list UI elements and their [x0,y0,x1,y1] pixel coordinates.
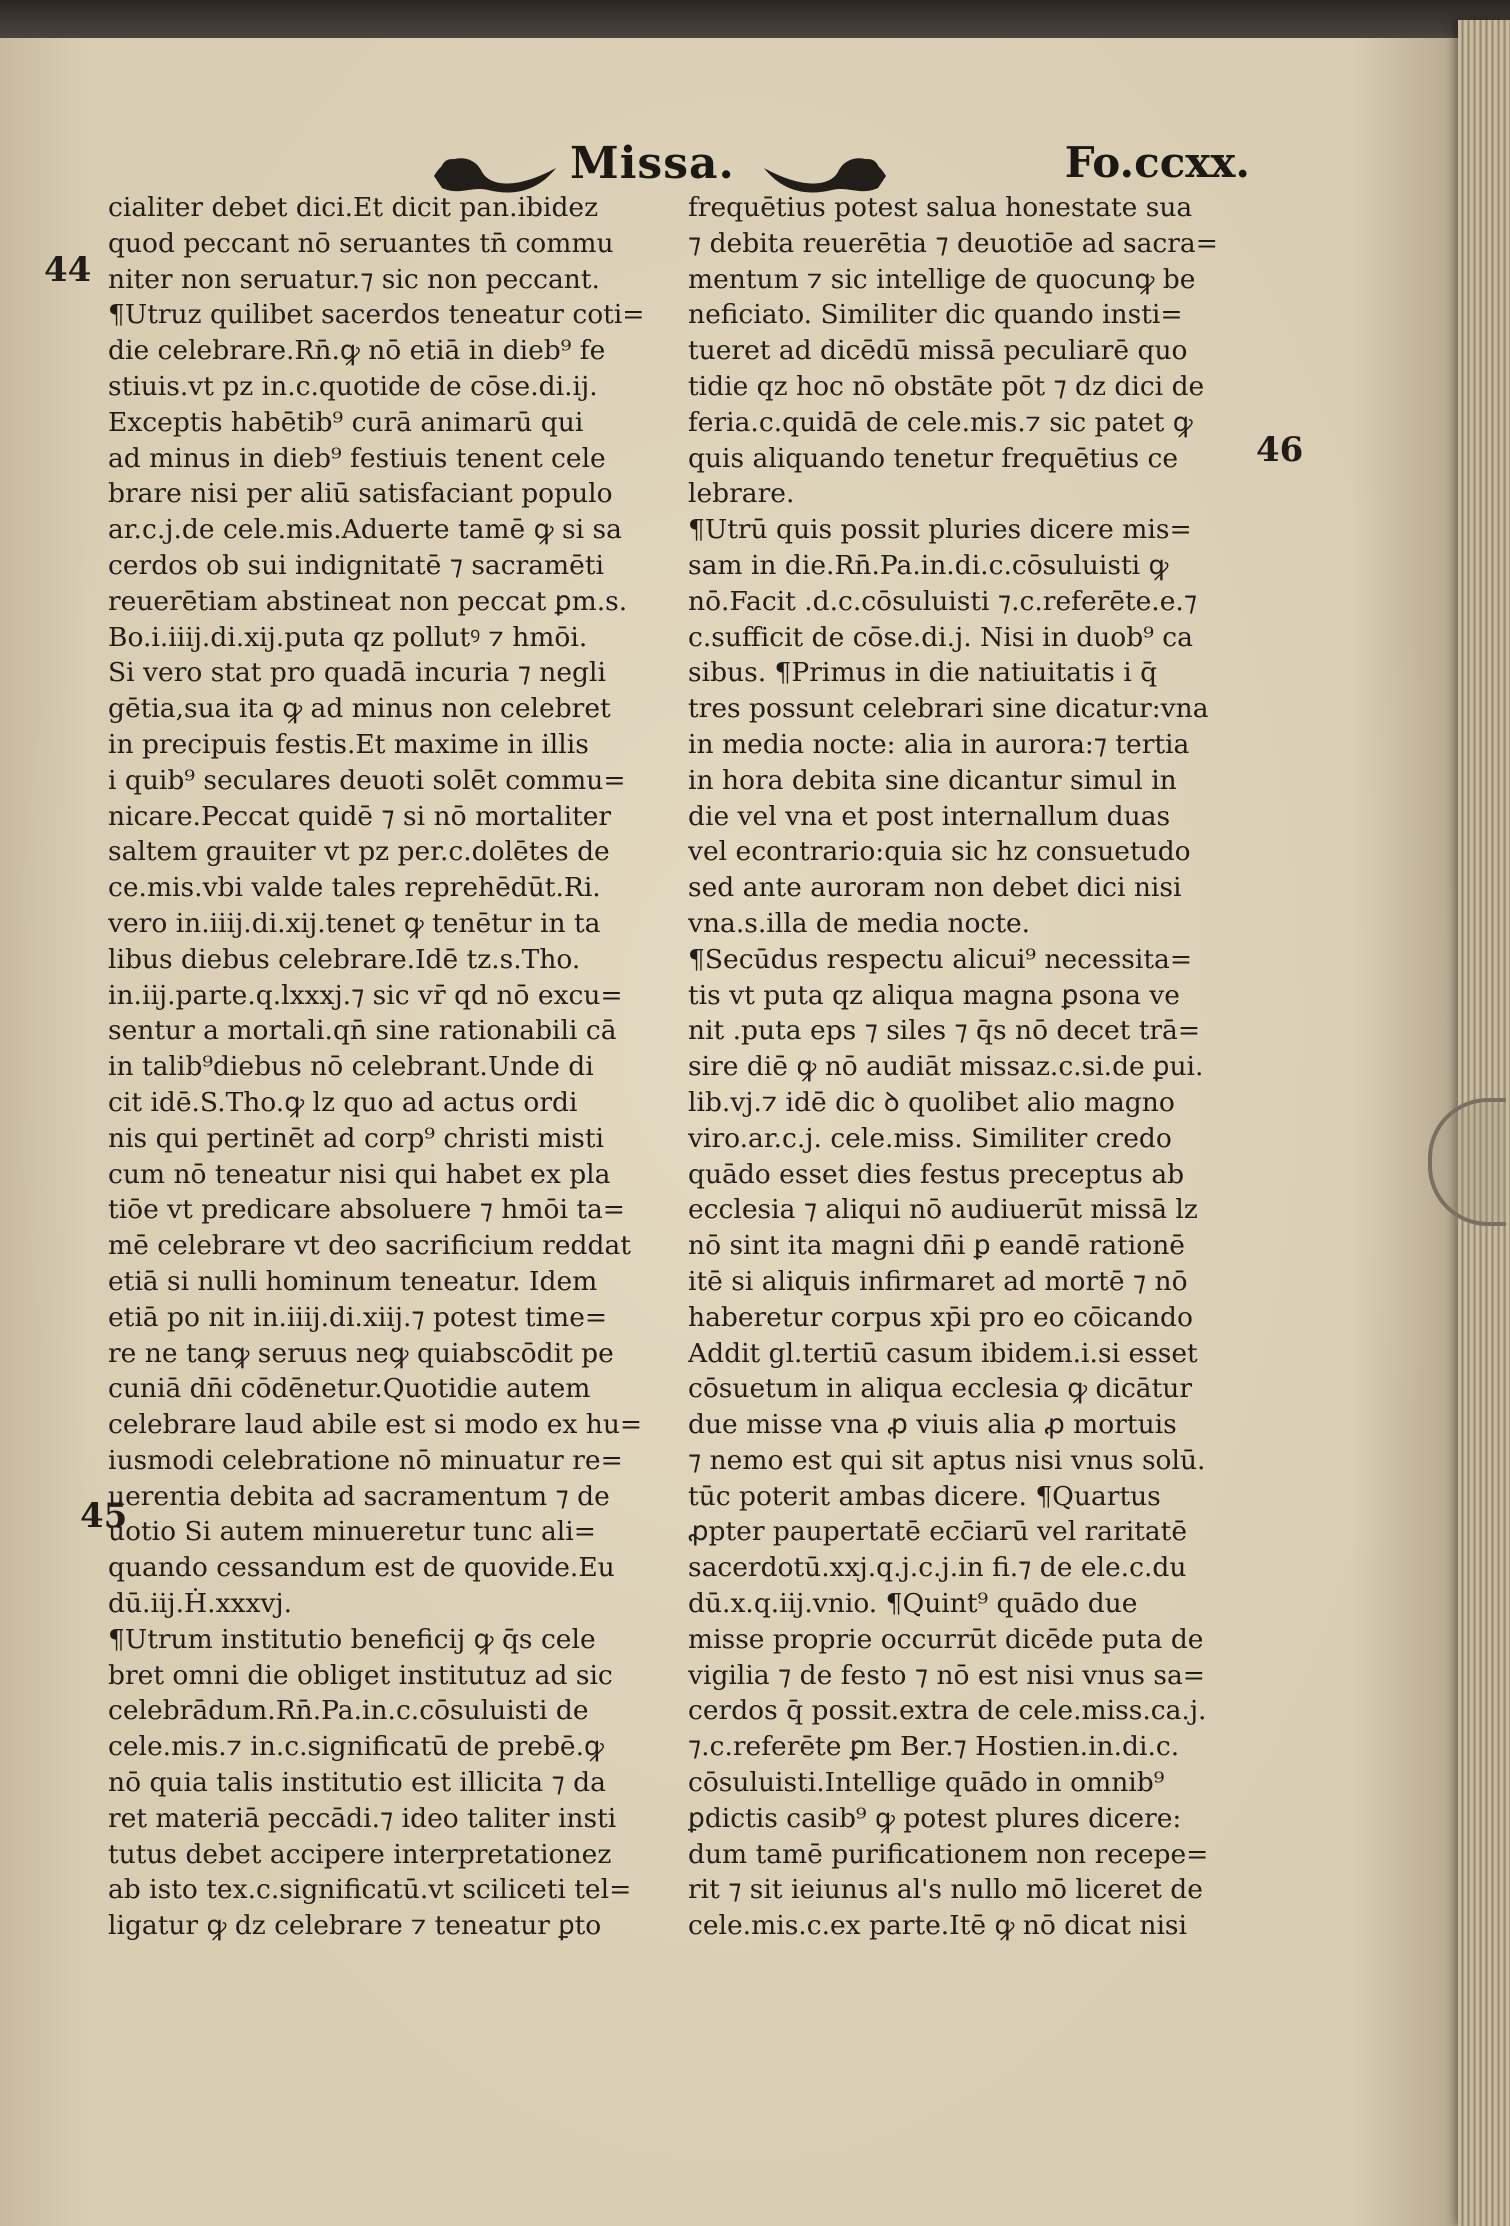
text-line: sacerdotū.xxj.q.j.c.j.in fi.⁊ de ele.c.du [688,1552,1187,1584]
text-line: stiuis.vt pz in.c.quotide de cōse.di.ij. [108,370,598,402]
text-line: in.iij.parte.q.lxxxj.⁊ sic vr̄ qd nō excu= [108,979,623,1011]
text-line: nicare.Peccat quidē ⁊ si nō mortaliter [108,800,612,832]
text-line: Exceptis habētib⁹ curā animarū qui [108,406,584,438]
text-line: cōsuluisti.Intellige quādo in omnib⁹ [688,1767,1165,1799]
text-line: vero in.iiij.di.xij.tenet ꝙ tenētur in ta [108,907,601,939]
left-text-column [108,190,708,1944]
text-line: ꝑdictis casib⁹ ꝙ potest plures dicere: [688,1802,1182,1834]
text-line: celebrādum.Rn̄.Pa.in.c.cōsuluisti de [108,1695,589,1727]
text-line: cele.mis.c.ex parte.Itē ꝙ nō dicat nisi [688,1910,1187,1942]
text-line: brare nisi per aliū satisfaciant populo [108,478,613,510]
text-line: ⁊.c.referēte ꝑm Ber.⁊ Hostien.in.di.c. [688,1731,1180,1763]
text-line: tueret ad dicēdū missā peculiarē quo [688,335,1188,367]
book-page [0,38,1470,2226]
text-line: ¶Utrū quis possit pluries dicere mis= [688,514,1192,546]
text-line: lib.vj.⁊ idē dic ꝺ quolibet alio magno [688,1086,1175,1118]
text-line: ligatur ꝙ dz celebrare ⁊ teneatur ꝑto [108,1910,602,1942]
text-line: viro.ar.c.j. cele.miss. Similiter credo [688,1122,1172,1154]
text-line: gētia,sua ita ꝙ ad minus non celebret [108,693,611,725]
text-line: nō.Facit .d.c.cōsuluisti ⁊.c.referēte.e.⁊ [688,585,1198,617]
text-line: vna.s.illa de media nocte. [688,907,1031,939]
text-line: die vel vna et post internallum duas [688,800,1171,832]
text-line: frequētius potest salua honestate sua [688,192,1193,223]
text-line: misse proprie occurrūt dicēde puta de [688,1623,1204,1655]
text-line: nit .puta eps ⁊ siles ⁊ q̄s nō decet trā= [688,1015,1201,1047]
text-line: cele.mis.⁊ in.c.significatū de prebē.ꝙ [108,1731,604,1763]
text-line: tutus debet accipere interpretationez [108,1838,612,1870]
text-line: nō sint ita magni dn̄i ꝑ eandē rationē [688,1230,1185,1262]
text-line: cerdos ob sui indignitatē ⁊ sacramēti [108,549,604,581]
text-line: ad minus in dieb⁹ festiuis tenent cele [108,442,606,474]
text-line: rit ⁊ sit ieiunus al's nullo mō liceret de [688,1874,1203,1906]
text-line: cuniā dn̄i cōdēnetur.Quotidie autem [108,1373,591,1405]
text-line: uerentia debita ad sacramentum ⁊ de [108,1480,610,1512]
text-line: dū.iij.Ḣ.xxxvj. [108,1588,293,1620]
text-line: ⁊ nemo est qui sit aptus nisi vnus solū. [688,1444,1206,1476]
text-line: haberetur corpus xp̄i pro eo cōicando [688,1301,1193,1333]
text-line: sed ante auroram non debet dici nisi [688,872,1182,904]
text-line: nō quia talis institutio est illicita ⁊ da [108,1767,606,1799]
text-line: vel econtrario:quia sic hz consuetudo [688,836,1191,868]
text-line: ꝓpter paupertatē ecc̄iarū vel raritatē [688,1516,1187,1548]
text-line: lebrare. [688,478,795,510]
text-line: ce.mis.vbi valde tales reprehēdūt.Ri. [108,872,601,904]
text-line: Si vero stat pro quadā incuria ⁊ negli [108,657,606,689]
text-line: mē celebrare vt deo sacrificium reddat [108,1230,631,1262]
text-line: ¶Secūdus respectu alicui⁹ necessita= [688,943,1193,975]
text-line: ab isto tex.c.significatū.vt sciliceti tel= [108,1874,632,1906]
book-top-edge [0,0,1510,38]
text-line: die celebrare.Rn̄.ꝙ nō etiā in dieb⁹ fe [108,335,606,367]
text-line: nis qui pertinēt ad corp⁹ christi misti [108,1122,604,1154]
text-line: mentum ⁊ sic intellige de quocunꝙ be [688,263,1196,295]
text-line: c.sufficit de cōse.di.j. Nisi in duob⁹ ca [688,621,1193,653]
text-line: quando cessandum est de quovide.Eu [108,1552,615,1584]
text-line: dū.x.q.iij.vnio. ¶Quint⁹ quādo due [688,1588,1138,1620]
text-line: cit idē.S.Tho.ꝙ lz quo ad actus ordi [108,1086,578,1118]
page-header [430,138,1250,198]
text-line: due misse vna ꝓ viuis alia ꝓ mortuis [688,1409,1177,1441]
text-line: sibus. ¶Primus in die natiuitatis i q̄ [688,657,1158,689]
text-line: i quib⁹ seculares deuoti solēt commu= [108,764,626,796]
text-line: uotio Si autem minueretur tunc ali= [108,1516,596,1548]
text-line: sam in die.Rn̄.Pa.in.di.c.cōsuluisti ꝙ [688,549,1169,581]
text-line: bret omni die obliget institutuz ad sic [108,1659,613,1691]
folio-number: Fo.ccxx. [1064,138,1250,187]
text-line: tis vt puta qz aliqua magna ꝑsona ve [688,979,1180,1011]
text-line: ¶Utrum institutio beneficij ꝙ q̄s cele [108,1623,596,1655]
text-line: Addit gl.tertiū casum ibidem.i.si esset [688,1337,1198,1369]
margin-number-44: 44 [44,250,92,290]
text-line: in precipuis festis.Et maxime in illis [108,728,589,760]
text-line: quis aliquando tenetur frequētius ce [688,442,1179,474]
text-line: iusmodi celebratione nō minuatur re= [108,1444,623,1476]
text-line: itē si aliquis infirmaret ad mortē ⁊ nō [688,1265,1188,1297]
text-line: Bo.i.iiij.di.xij.puta qz pollutꝰ ⁊ hmōi. [108,621,588,653]
text-line: ⁊ debita reuerētia ⁊ deuotiōe ad sacra= [688,227,1218,259]
margin-number-46: 46 [1256,430,1304,470]
text-line: ecclesia ⁊ aliqui nō audiuerūt missā lz [688,1194,1198,1226]
text-line: sire diē ꝙ nō audiāt missaz.c.si.de ꝑui. [688,1051,1204,1083]
text-line: quod peccant nō seruantes tn̄ commu [108,227,614,259]
text-line: dum tamē purificationem non recepe= [688,1838,1209,1870]
text-line: niter non seruatur.⁊ sic non peccant. [108,263,600,295]
text-line: tres possunt celebrari sine dicatur:vna [688,693,1209,725]
text-line: saltem grauiter vt pz per.c.dolētes de [108,836,610,868]
text-line: ret materiā peccādi.⁊ ideo taliter insti [108,1802,617,1834]
text-line: ar.c.j.de cele.mis.Aduerte tamē ꝙ si sa [108,514,622,546]
text-line: re ne tanꝙ seruus neꝙ quiabscōdit pe [108,1337,614,1369]
text-line: ¶Utruz quilibet sacerdos teneatur coti= [108,299,645,331]
text-line: sentur a mortali.qn̄ sine rationabili cā [108,1015,617,1047]
text-line: tidie qz hoc nō obstāte pōt ⁊ dz dici de [688,370,1205,402]
text-line: neficiato. Similiter dic quando insti= [688,299,1183,331]
text-line: vigilia ⁊ de festo ⁊ nō est nisi vnus sa= [688,1659,1206,1691]
text-line: celebrare laud abile est si modo ex hu= [108,1409,643,1441]
text-line: etiā po nit in.iiij.di.xiij.⁊ potest time= [108,1301,608,1333]
margin-number-45: 45 [80,1496,128,1536]
text-line: in talib⁹diebus nō celebrant.Unde di [108,1051,594,1083]
text-line: cōsuetum in aliqua ecclesia ꝙ dicātur [688,1373,1192,1405]
text-line: tiōe vt predicare absoluere ⁊ hmōi ta= [108,1194,626,1226]
right-text-column [688,190,1288,1944]
text-line: cialiter debet dici.Et dicit pan.ibidez [108,192,599,223]
text-line: quādo esset dies festus preceptus ab [688,1158,1185,1190]
running-title: Missa. [570,138,735,189]
text-line: cum nō teneatur nisi qui habet ex pla [108,1158,611,1190]
text-line: tūc poterit ambas dicere. ¶Quartus [688,1480,1161,1512]
text-line: cerdos q̄ possit.extra de cele.miss.ca.j. [688,1695,1207,1727]
text-line: feria.c.quidā de cele.mis.⁊ sic patet ꝙ [688,406,1193,438]
text-line: in hora debita sine dicantur simul in [688,764,1177,796]
text-line: in media nocte: alia in aurora:⁊ tertia [688,728,1190,760]
text-line: reuerētiam abstineat non peccat ꝑm.s. [108,585,628,617]
text-line: etiā si nulli hominum teneatur. Idem [108,1265,598,1297]
text-line: libus diebus celebrare.Idē tz.s.Tho. [108,943,581,975]
